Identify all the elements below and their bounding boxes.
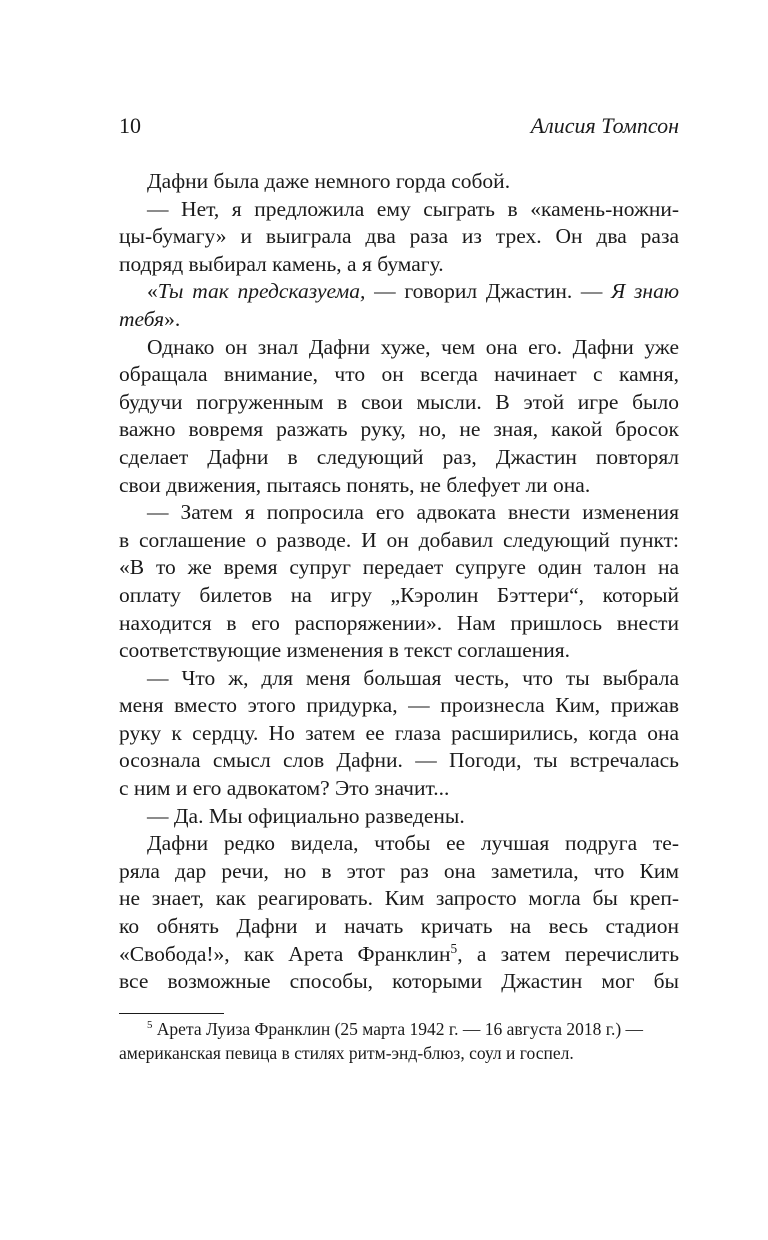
text-line: — Нет, я предложила ему сыграть в «камень-ножни- (147, 196, 679, 221)
text-line: с ним и его адвокатом? Это значит... (119, 776, 450, 801)
quote-italic: тебя (119, 306, 165, 331)
text-line: — Что ж, для меня большая честь, что ты выбрала (147, 665, 679, 690)
paragraph (119, 499, 679, 665)
text-line: оплату билетов на игру „Кэролин Бэттери“, который (119, 582, 679, 607)
text-line: меня вместо этого придурка, — произнесла Ким, прижав (119, 693, 679, 718)
paragraph (119, 334, 679, 500)
text-line: обращала внимание, что он всегда начинает с камня, (119, 362, 679, 387)
text-line: находится в его распоряжении». Нам пришлось внести (119, 610, 679, 635)
quote-italic: Я знаю (611, 279, 679, 304)
paragraph (119, 196, 679, 279)
page-number: 10 (119, 113, 141, 138)
text-line: «Свобода!», как Арета Франклин$^5$, а затем перечислить (119, 940, 679, 966)
text-line: руку к сердцу. Но затем ее глаза расширились, когда она (119, 720, 679, 745)
paragraph (119, 803, 679, 831)
running-title: Алисия Томпсон (530, 113, 679, 138)
text-line: цы-бумагу» и выиграла два раза из трех. Он два раза (119, 224, 679, 249)
text-line: «Ты так предсказуема, — говорил Джастин. — Я знаю (147, 279, 679, 304)
text-line: — Затем я попросила его адвоката внести изменения (147, 500, 679, 525)
text-line: Однако он знал Дафни хуже, чем она его. Дафни уже (147, 334, 679, 359)
text-line: ряла дар речи, но в этот раз она заметила, что Ким (119, 858, 679, 883)
text-line: важно вовремя разжать руку, но, не зная, какой бросок (119, 417, 679, 442)
footnote-divider (119, 1013, 224, 1014)
text-line: тебя». (119, 306, 181, 331)
body-text (119, 168, 679, 996)
text-line: подряд выбирал камень, а я бумагу. (119, 251, 444, 276)
footnote-ref[interactable]: 5 (450, 940, 458, 956)
quote-italic: Ты так предсказуема, (157, 279, 366, 304)
paragraph (119, 665, 679, 803)
text-line: «В то же время супруг передает супруге один талон на (119, 555, 679, 580)
text-line: — Да. Мы официально разведены. (147, 803, 465, 828)
paragraph-quote (119, 278, 679, 333)
footnote-line: $^5$ Арета Луиза Франклин (25 марта 1942 г. — 16 августа 2018 г.) — (147, 1019, 644, 1039)
text-line: свои движения, пытаясь понять, не блефует ли она. (119, 472, 591, 497)
text-line: осознала смысл слов Дафни. — Погоди, ты встречалась (119, 748, 679, 773)
text-line: ко обнять Дафни и начать кричать на весь стадион (119, 914, 679, 939)
footnote-line: американская певица в стилях ритм-энд-блюз, соул и госпел. (119, 1043, 574, 1063)
text-line: в соглашение о разводе. И он добавил следующий пункт: (119, 527, 679, 552)
text-line: Дафни была даже немного горда собой. (147, 169, 511, 193)
footnote (119, 1017, 679, 1065)
text-line: будучи погруженным в свои мысли. В этой игре было (119, 389, 679, 414)
footnote-marker: 5 (147, 1019, 153, 1032)
text-line: не знает, как реагировать. Ким запросто могла бы креп- (119, 886, 679, 911)
text-line: Дафни редко видела, чтобы ее лучшая подруга те- (147, 831, 679, 856)
paragraph (119, 830, 679, 996)
text-line: все возможные способы, которыми Джастин мог бы (119, 969, 679, 994)
text-line: соответствующие изменения в текст соглашения. (119, 638, 571, 663)
text-line: сделает Дафни в следующий раз, Джастин повторял (119, 444, 679, 469)
paragraph (119, 168, 679, 196)
